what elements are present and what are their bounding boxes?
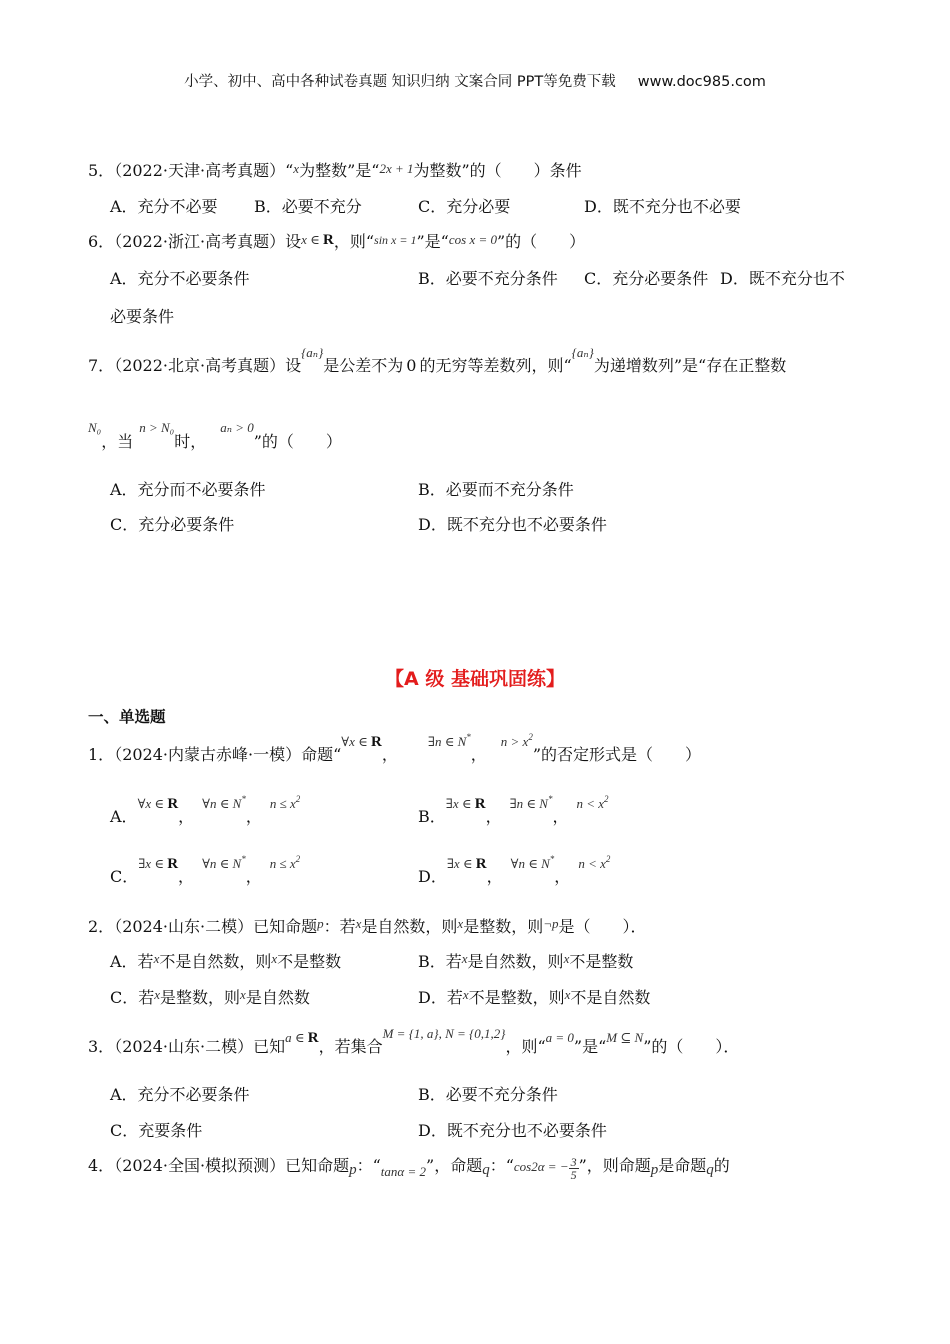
page-header <box>0 70 950 91</box>
math-expression: x <box>355 916 362 931</box>
a-question-3-stem <box>88 1020 740 1056</box>
text: 不是自然数，则 <box>159 952 272 971</box>
a-question-2-stem <box>88 914 647 937</box>
a-question-3-option-a: A．充分不必要条件 <box>110 1085 250 1104</box>
question-7-option-a: A．充分而不必要条件 <box>110 480 266 499</box>
math-expression: ∀x ∈ <box>137 796 168 811</box>
math-reals: R <box>323 232 334 248</box>
option-label: A． <box>110 807 138 826</box>
math-expression: q <box>706 1162 714 1178</box>
math-expression: x <box>271 951 278 966</box>
question-7-option-c: C．充分必要条件 <box>110 515 235 534</box>
math-expression: x <box>293 161 300 176</box>
question-7-option-d: D．既不充分也不必要条件 <box>418 515 607 534</box>
math-expression: {aₙ} <box>571 345 594 360</box>
math-expression: sin x = 1 <box>374 233 417 247</box>
math-expression: tanα = 2 <box>380 1164 427 1179</box>
math-expression: aₙ > 0 <box>220 420 254 435</box>
text: ：“ <box>356 1156 381 1175</box>
question-5-stem <box>88 158 582 181</box>
a-question-1-option-d <box>418 850 611 886</box>
question-6-option-b: B．必要不充分条件 <box>418 269 558 288</box>
text: ”的（ ） <box>496 232 586 251</box>
a-question-2-option-b <box>418 949 633 972</box>
text: 已知 <box>253 1037 286 1056</box>
option-label: B． <box>418 807 446 826</box>
text: ， <box>245 807 262 826</box>
text: 0 <box>406 356 417 375</box>
math-reals: R <box>167 856 179 872</box>
math-expression: a = 0 <box>545 1030 574 1045</box>
text: 是自然数 <box>245 988 310 1007</box>
text: ”是“ <box>416 232 449 251</box>
question-source: （2024·全国·模拟预测） <box>114 1156 286 1175</box>
text: D．若 <box>418 988 463 1007</box>
question-source: （2024·山东·二模） <box>114 917 254 936</box>
text: ，则“ <box>505 1037 546 1056</box>
text: “ <box>285 161 294 180</box>
math-superscript: 2 <box>295 794 301 804</box>
header-text: 小学、初中、高中各种试卷真题 知识归纳 文案合同 PPT等免费下载 <box>184 74 616 90</box>
math-expression: q <box>482 1162 490 1178</box>
math-expression: n ≤ x <box>269 856 296 871</box>
math-expression: {aₙ} <box>301 345 324 360</box>
question-6-option-c: C．充分必要条件 <box>584 269 709 288</box>
text: C．若 <box>110 988 155 1007</box>
question-7-option-b: B．必要而不充分条件 <box>418 480 574 499</box>
math-expression: cos x = 0 <box>448 232 497 247</box>
math-expression: x <box>563 951 570 966</box>
math-expression: x <box>461 951 468 966</box>
question-5-option-c: C．充分必要 <box>418 197 511 216</box>
math-superscript: * <box>241 794 246 804</box>
math-reals: R <box>474 796 486 812</box>
text: 是命题 <box>658 1156 707 1175</box>
text: ， <box>552 807 569 826</box>
math-expression: p <box>317 916 324 931</box>
text: ，当 <box>101 432 134 451</box>
math-superscript: * <box>547 794 553 804</box>
fraction-numerator: 3 <box>570 1154 577 1169</box>
math-superscript: 2 <box>295 854 301 864</box>
math-expression: ∀x ∈ <box>341 734 372 749</box>
question-source: （2022·浙江·高考真题） <box>114 232 286 251</box>
math-superscript: 2 <box>604 794 609 804</box>
text: 的无穷等差数列，则“ <box>419 356 572 375</box>
section-subtitle: 一、单选题 <box>88 708 166 726</box>
text: ， <box>485 807 502 826</box>
math-superscript: * <box>466 732 471 742</box>
question-6-option-d: D．既不充分也不 <box>720 269 845 288</box>
a-question-3-option-c: C．充要条件 <box>110 1121 203 1140</box>
text: ”，命题 <box>426 1156 483 1175</box>
math-expression: 2x + 1 <box>379 161 414 176</box>
question-5-option-b: B．必要不充分 <box>254 197 362 216</box>
text: ， <box>178 867 195 886</box>
text: 命题“ <box>301 745 342 764</box>
text: 是自然数，则 <box>361 917 458 936</box>
text: ， <box>554 867 571 886</box>
math-expression: ∀n ∈ N <box>510 856 550 871</box>
section-title: 【A 级 基础巩固练】 <box>385 668 565 690</box>
text: ”的（ ） <box>253 432 342 451</box>
option-label: C． <box>110 867 139 886</box>
text: 不是整数 <box>569 952 634 971</box>
math-expression: ∀n ∈ N <box>202 796 242 811</box>
math-superscript: * <box>549 854 555 864</box>
question-number: 3． <box>88 1037 115 1056</box>
math-expression: p <box>650 1162 659 1178</box>
a-question-3-option-b: B．必要不充分条件 <box>418 1085 558 1104</box>
math-expression: x ∈ <box>301 232 324 247</box>
math-superscript: 2 <box>528 732 533 742</box>
text: ， <box>178 807 195 826</box>
math-reals: R <box>371 734 382 750</box>
text: 不是自然数 <box>570 988 651 1007</box>
math-reals: R <box>167 796 179 812</box>
math-expression: n < x <box>576 796 604 811</box>
question-number: 6． <box>88 232 115 251</box>
math-expression: x <box>457 916 464 931</box>
math-expression: M ⊆ N <box>606 1030 644 1045</box>
math-expression: x <box>154 987 161 1002</box>
question-source: （2022·北京·高考真题） <box>114 356 286 375</box>
a-question-1-option-b <box>418 790 609 826</box>
math-expression: cos2α = − <box>513 1159 569 1174</box>
question-number: 1． <box>88 745 115 764</box>
text: 为整数”是“ <box>299 161 380 180</box>
text: 时， <box>174 432 207 451</box>
math-expression: n < x <box>578 856 606 871</box>
math-expression: ∃x ∈ <box>445 796 475 811</box>
math-expression: n > x <box>500 734 529 749</box>
math-superscript: 2 <box>605 854 611 864</box>
question-source: （2024·内蒙古赤峰·一模） <box>114 745 302 764</box>
math-expression: N₀ <box>88 420 102 435</box>
text: 是整数，则 <box>160 988 241 1007</box>
question-7-stem <box>88 339 787 375</box>
text: ，若集合 <box>318 1037 383 1056</box>
text: 的 <box>713 1156 730 1175</box>
text: 为整数”的（ ）条件 <box>413 161 582 180</box>
question-7-stem-cont <box>88 414 342 451</box>
text: ，则“ <box>333 232 375 251</box>
question-number: 2． <box>88 917 115 936</box>
text: B．若 <box>418 952 462 971</box>
text: 设 <box>285 232 302 251</box>
math-expression: ∃n ∈ N <box>427 734 467 749</box>
question-6-stem <box>88 229 585 252</box>
math-expression: x <box>564 987 571 1002</box>
option-label: D． <box>418 867 447 886</box>
a-question-1-stem <box>88 728 701 764</box>
text: 为递增数列”是“存在正整数 <box>593 356 787 375</box>
text: ， <box>486 867 503 886</box>
question-6-option-d-cont: 必要条件 <box>110 307 175 326</box>
text: 设 <box>285 356 302 375</box>
math-expression: p <box>349 1162 357 1178</box>
text: 已知命题 <box>285 1156 350 1175</box>
text: ：“ <box>489 1156 514 1175</box>
a-question-4-stem <box>88 1153 730 1181</box>
a-question-1-option-c <box>110 850 301 886</box>
math-expression: n ≤ x <box>269 796 296 811</box>
math-expression: x <box>153 951 160 966</box>
a-question-2-option-a <box>110 949 341 972</box>
text: ， <box>381 745 398 764</box>
text: ：若 <box>323 917 356 936</box>
text: 是（ ）． <box>558 917 647 936</box>
question-number: 7． <box>88 356 115 375</box>
text: 不是整数 <box>277 952 342 971</box>
math-superscript: * <box>241 854 246 864</box>
a-question-2-option-d <box>418 985 650 1008</box>
a-question-3-option-d: D．既不充分也不必要条件 <box>418 1121 607 1140</box>
fraction-denominator: 5 <box>570 1167 577 1182</box>
math-reals: R <box>307 1030 319 1046</box>
text: 是自然数，则 <box>467 952 564 971</box>
math-expression: n > N₀ <box>139 420 175 435</box>
question-5-option-d: D．既不充分也不必要 <box>584 197 741 216</box>
text: ”的（ ）． <box>643 1037 740 1056</box>
question-number: 5． <box>88 161 115 180</box>
text: ， <box>470 745 487 764</box>
text: 是公差不为 <box>323 356 404 375</box>
text: ”的否定形式是（ ） <box>532 745 701 764</box>
text: 已知命题 <box>253 917 318 936</box>
a-question-2-option-c <box>110 985 310 1008</box>
text: ”，则命题 <box>578 1156 651 1175</box>
text: 不是整数，则 <box>468 988 565 1007</box>
text: ， <box>245 867 262 886</box>
header-url: www.doc985.com <box>637 74 766 90</box>
math-expression: ∃x ∈ <box>446 856 476 871</box>
math-expression: ¬p <box>543 916 559 931</box>
question-6-option-a: A．充分不必要条件 <box>110 269 250 288</box>
math-expression: a ∈ <box>285 1030 308 1045</box>
question-number: 4． <box>88 1156 115 1175</box>
math-expression: ∃n ∈ N <box>509 796 548 811</box>
question-source: （2022·天津·高考真题） <box>114 161 286 180</box>
text: 是整数，则 <box>463 917 544 936</box>
math-expression: ∀n ∈ N <box>202 856 242 871</box>
math-expression: x <box>240 987 246 1002</box>
text: ”是“ <box>573 1037 607 1056</box>
a-question-1-option-a <box>110 790 301 826</box>
math-expression: x <box>462 987 469 1002</box>
math-expression: ∃x ∈ <box>138 856 168 871</box>
text: A．若 <box>110 952 154 971</box>
question-source: （2024·山东·二模） <box>114 1037 254 1056</box>
math-reals: R <box>475 856 487 872</box>
math-expression: M = {1, a}, N = {0,1,2} <box>382 1026 506 1041</box>
question-5-option-a: A．充分不必要 <box>110 197 218 216</box>
